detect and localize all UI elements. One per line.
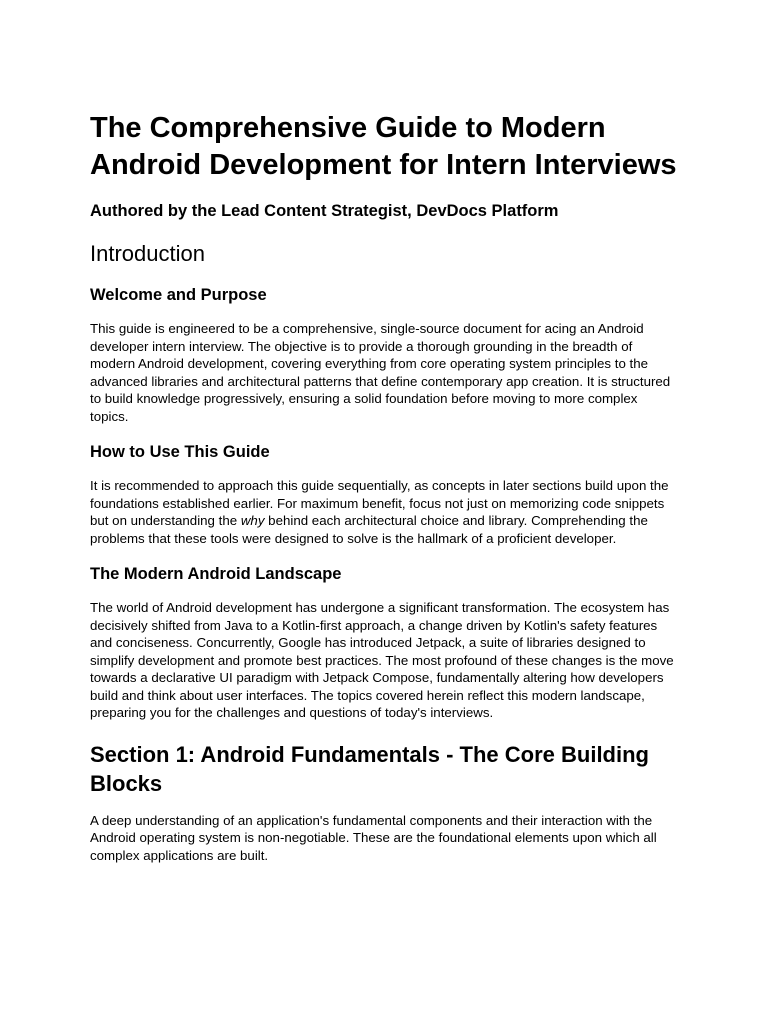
landscape-paragraph: The world of Android development has undergone a significant transformation. The ecosystem has decisively shifted from Java to a Kotlin-first approach, a change driven by Kotlin's safety features and conciseness. Concurrently, Google has introduced Jetpack, a suite of libraries designed to simplify development and promote best practices. The most profound of these changes is the move towards a declarative UI paradigm with Jetpack Compose, fundamentally altering how developers build and think about user interfaces. The topics covered herein reflect this modern landscape, preparing you for the challenges and questions of today's interviews. xyxy=(90,600,674,720)
how-to-use-text-after: behind each architectural choice and library. Comprehending the problems that these tools were designed to solve is the hallmark of a proficient developer. xyxy=(90,513,648,546)
welcome-heading: Welcome and Purpose xyxy=(90,286,267,304)
how-to-use-text-before: It is recommended to approach this guide sequentially, as concepts in later sections build upon the foundations established earlier. For maximum benefit, focus not just on memorizing code snippets but on understanding the xyxy=(90,478,669,528)
introduction-heading: Introduction xyxy=(90,241,205,266)
welcome-paragraph: This guide is engineered to be a comprehensive, single-source document for acing an Android developer intern interview. The objective is to provide a thorough grounding in the breadth of modern Android development, covering everything from core operating system principles to the advanced libraries and architectural patterns that define contemporary app creation. It is structured to build knowledge progressively, ensuring a solid foundation before moving to more complex topics. xyxy=(90,321,671,424)
how-to-use-paragraph xyxy=(90,477,678,547)
author-byline: Authored by the Lead Content Strategist, DevDocs Platform xyxy=(90,202,559,220)
landscape-heading: The Modern Android Landscape xyxy=(90,565,342,583)
section1-heading: Section 1: Android Fundamentals - The Core Building Blocks xyxy=(90,741,649,796)
how-to-use-heading: How to Use This Guide xyxy=(90,443,270,461)
document-title: The Comprehensive Guide to Modern Android Development for Intern Interviews xyxy=(90,112,677,181)
section1-paragraph: A deep understanding of an application's fundamental components and their interaction with the Android operating system is non-negotiable. These are the foundational elements upon which all complex applications are built. xyxy=(90,812,657,863)
how-to-use-emphasis: why xyxy=(240,513,265,528)
